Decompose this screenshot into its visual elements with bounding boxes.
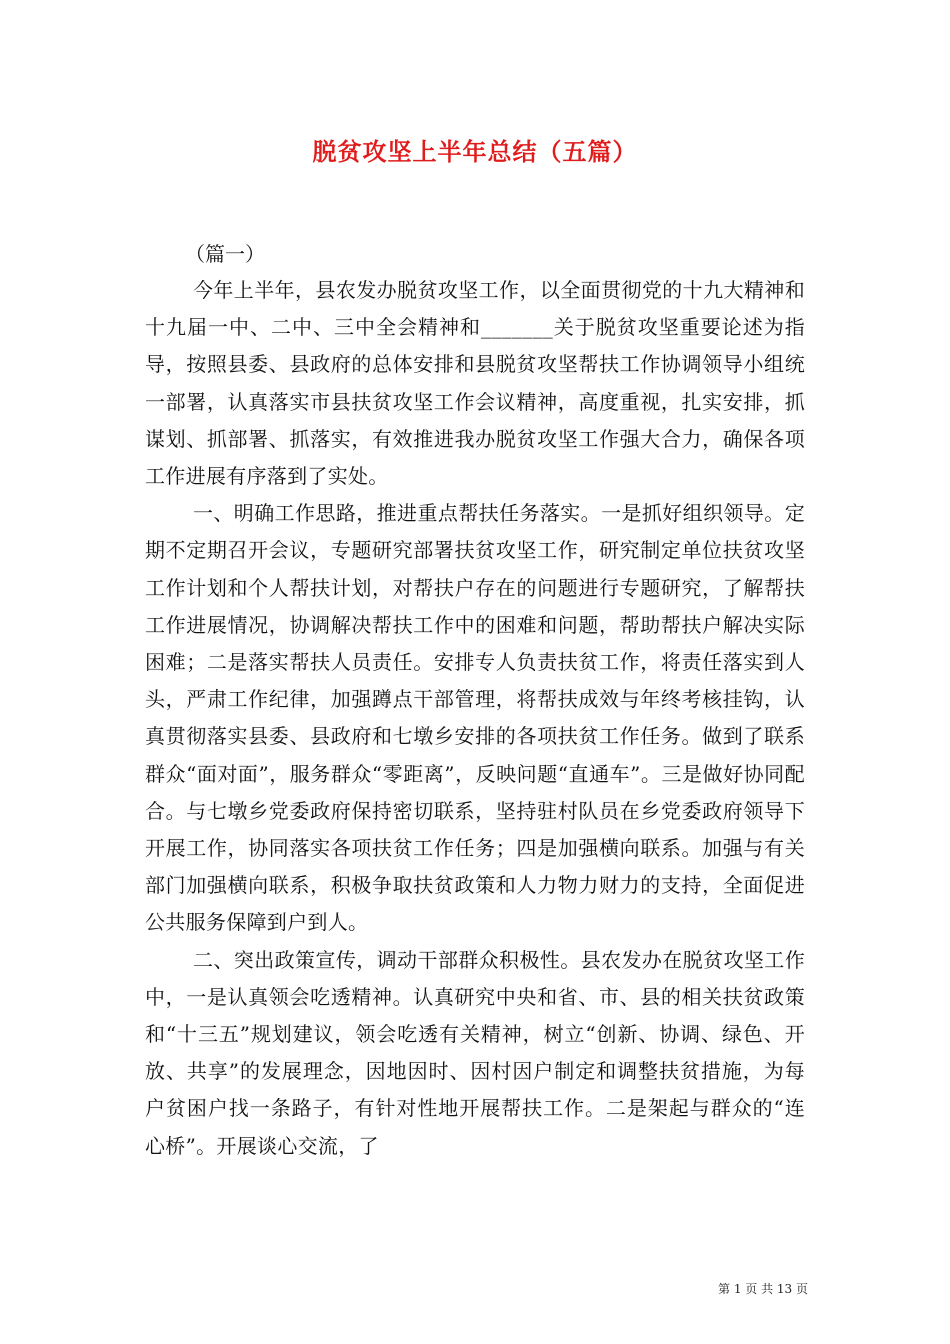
section-label: （篇一） [185, 242, 265, 266]
page-title: 脱贫攻坚上半年总结（五篇） [312, 137, 638, 166]
page-number-footer: 第 1 页 共 13 页 [718, 1282, 808, 1296]
paragraph-section-two: 二、突出政策宣传，调动干部群众积极性。县农发办在脱贫攻坚工作中，一是认真领会吃透精神。认真研究中央和省、市、县的相关扶贫政策和“十三五”规划建议，领会吃透有关精神，树立“创新、协调、绿色、开放、共享”的发展理念，因地因时、因村因户制定和调整扶贫措施，为每户贫困户找一条路子，有针对性地开展帮扶工作。二是架起与群众的“连心桥”。开展谈心交流，了 [145, 947, 805, 1158]
paragraph-intro: 今年上半年，县农发办脱贫攻坚工作，以全面贯彻党的十九大精神和十九届一中、二中、三中全会精神和_______关于脱贫攻坚重要论述为指导，按照县委、县政府的总体安排和县脱贫攻坚帮扶工作协调领导小组统一部署，认真落实市县扶贫攻坚工作会议精神，高度重视，扎实安排，抓谋划、抓部署、抓落实，有效推进我办脱贫攻坚工作强大合力，确保各项工作进展有序落到了实处。 [145, 278, 805, 489]
paragraph-section-one: 一、明确工作思路，推进重点帮扶任务落实。一是抓好组织领导。定期不定期召开会议，专题研究部署扶贫攻坚工作，研究制定单位扶贫攻坚工作计划和个人帮扶计划，对帮扶户存在的问题进行专题研究，了解帮扶工作进展情况，协调解决帮扶工作中的困难和问题，帮助帮扶户解决实际困难；二是落实帮扶人员责任。安排专人负责扶贫工作，将责任落实到人头，严肃工作纪律，加强蹲点干部管理，将帮扶成效与年终考核挂钩，认真贯彻落实县委、县政府和七墩乡安排的各项扶贫工作任务。做到了联系群众“面对面”，服务群众“零距离”，反映问题“直通车”。三是做好协同配合。与七墩乡党委政府保持密切联系，坚持驻村队员在乡党委政府领导下开展工作，协同落实各项扶贫工作任务；四是加强横向联系。加强与有关部门加强横向联系，积极争取扶贫政策和人力物力财力的支持，全面促进公共服务保障到户到人。 [145, 501, 805, 935]
document-body [145, 236, 805, 1165]
